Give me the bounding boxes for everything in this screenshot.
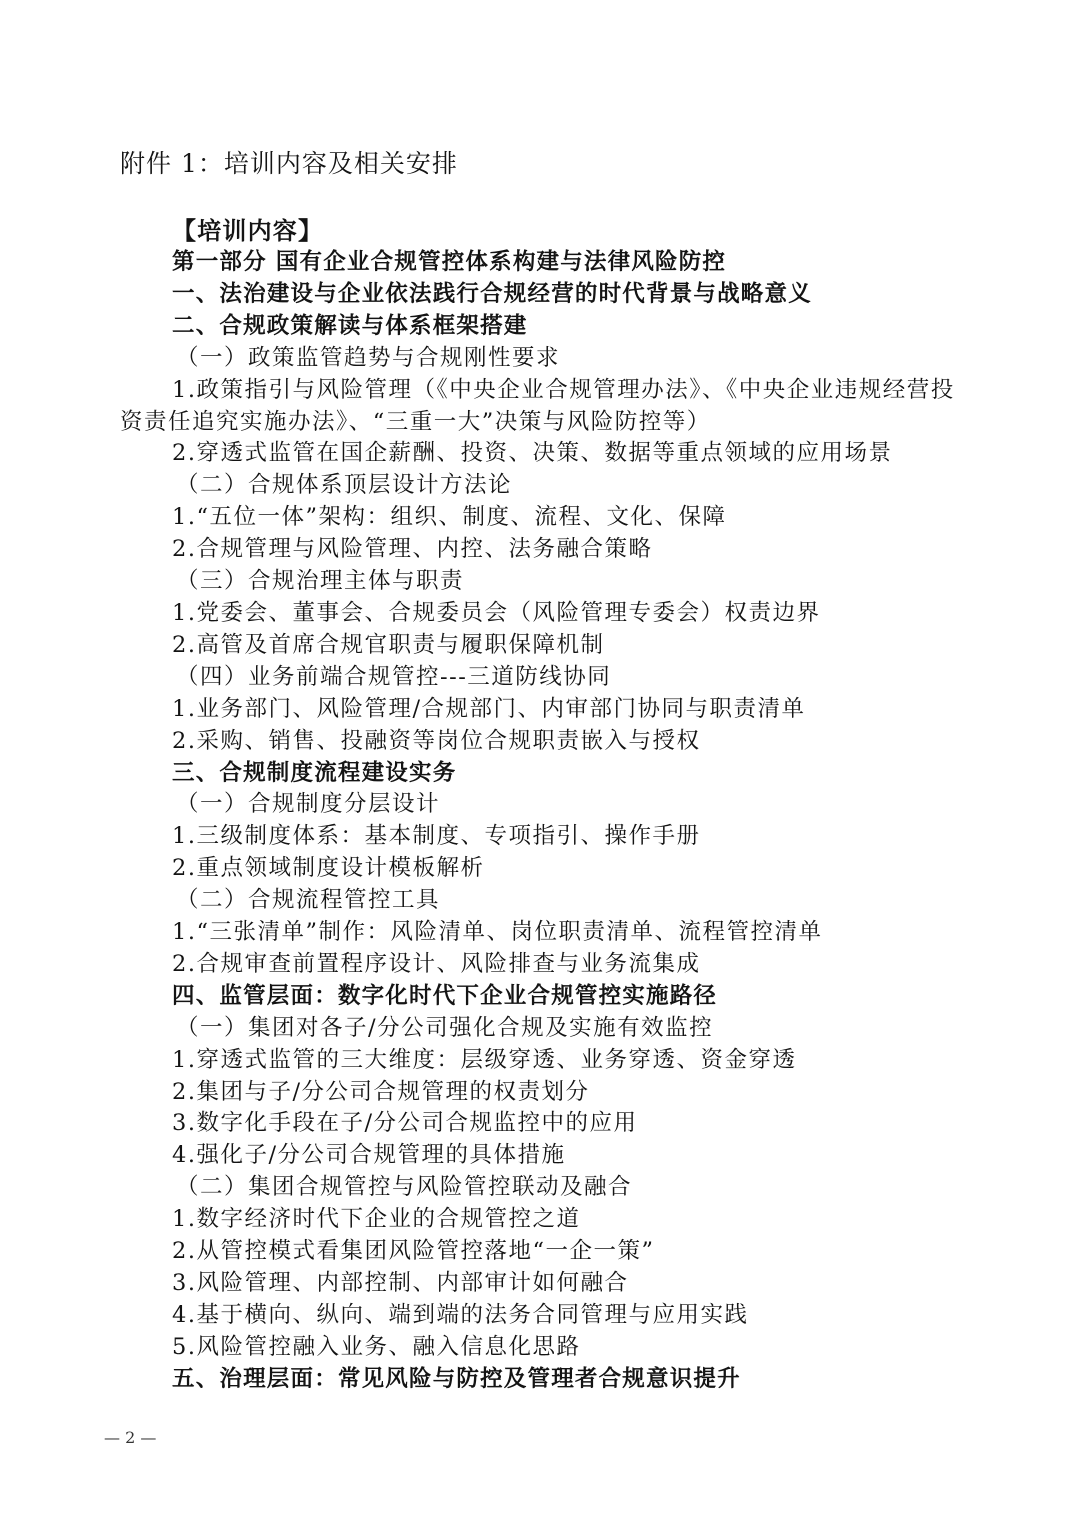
content-line: （二）集团合规管控与风险管控联动及融合 [176, 1174, 633, 1201]
content-line: 五、治理层面：常见风险与防控及管理者合规意识提升 [172, 1365, 741, 1392]
content-line: 四、监管层面：数字化时代下企业合规管控实施路径 [172, 982, 718, 1009]
content-line: 第一部分 国有企业合规管控体系构建与法律风险防控 [172, 249, 727, 275]
content-line: 2.合规管理与风险管理、内控、法务融合策略 [172, 536, 653, 563]
content-line: （一）集团对各子/分公司强化合规及实施有效监控 [176, 1014, 714, 1041]
content-line: 2.穿透式监管在国企薪酬、投资、决策、数据等重点领域的应用场景 [172, 440, 893, 467]
content-line: （二）合规体系顶层设计方法论 [176, 472, 513, 499]
content-line: 1.“五位一体”架构：组织、制度、流程、文化、保障 [172, 504, 727, 531]
content-line: 1.“三张清单”制作：风险清单、岗位职责清单、流程管控清单 [172, 919, 823, 946]
content-line: （二）合规流程管控工具 [176, 887, 441, 914]
content-line: 2.从管控模式看集团风险管控落地“一企一策” [172, 1238, 655, 1265]
content-line: 2.采购、销售、投融资等岗位合规职责嵌入与授权 [172, 727, 701, 754]
content-line: 2.重点领域制度设计模板解析 [172, 855, 485, 882]
content-line: （一）政策监管趋势与合规刚性要求 [176, 344, 561, 371]
content-line: 2.集团与子/分公司合规管理的权责划分 [172, 1078, 590, 1105]
content-line: （四）业务前端合规管控---三道防线协同 [176, 663, 612, 690]
content-line: 1.党委会、董事会、合规委员会（风险管理专委会）权责边界 [172, 599, 821, 626]
content-line: 3.数字化手段在子/分公司合规监控中的应用 [172, 1110, 638, 1137]
content-line: 3.风险管理、内部控制、内部审计如何融合 [172, 1270, 629, 1296]
content-line: 1.业务部门、风险管理/合规部门、内审部门协同与职责清单 [172, 695, 806, 722]
content-line: 【培训内容】 [172, 216, 324, 245]
content-line: 1.三级制度体系：基本制度、专项指引、操作手册 [172, 823, 701, 850]
content-line: 1.政策指引与风险管理（《中央企业合规管理办法》、《中央企业违规经营投资责任追究实施办法》、“三重一大”决策与风险防控等） [120, 376, 955, 435]
attachment-title: 附件 1：培训内容及相关安排 [120, 149, 458, 178]
content-line: （三）合规治理主体与职责 [176, 568, 465, 595]
content-line: 2.合规审查前置程序设计、风险排查与业务流集成 [172, 950, 701, 977]
content-line: 一、法治建设与企业依法践行合规经营的时代背景与战略意义 [172, 280, 812, 307]
content-line: 4.基于横向、纵向、端到端的法务合同管理与应用实践 [172, 1301, 749, 1328]
page-number: — 2 — [104, 1428, 157, 1447]
content-line: 1.穿透式监管的三大维度：层级穿透、业务穿透、资金穿透 [172, 1046, 797, 1073]
content-line: 三、合规制度流程建设实务 [172, 759, 457, 786]
content-line: 2.高管及首席合规官职责与履职保障机制 [172, 631, 605, 658]
content-line: 二、合规政策解读与体系框架搭建 [172, 312, 528, 339]
content-line: （一）合规制度分层设计 [176, 791, 441, 818]
content-line: 4.强化子/分公司合规管理的具体措施 [172, 1142, 566, 1169]
training-content-body [120, 214, 970, 1396]
content-line: 1.数字经济时代下企业的合规管控之道 [172, 1206, 581, 1233]
content-line: 5.风险管控融入业务、融入信息化思路 [172, 1333, 581, 1360]
